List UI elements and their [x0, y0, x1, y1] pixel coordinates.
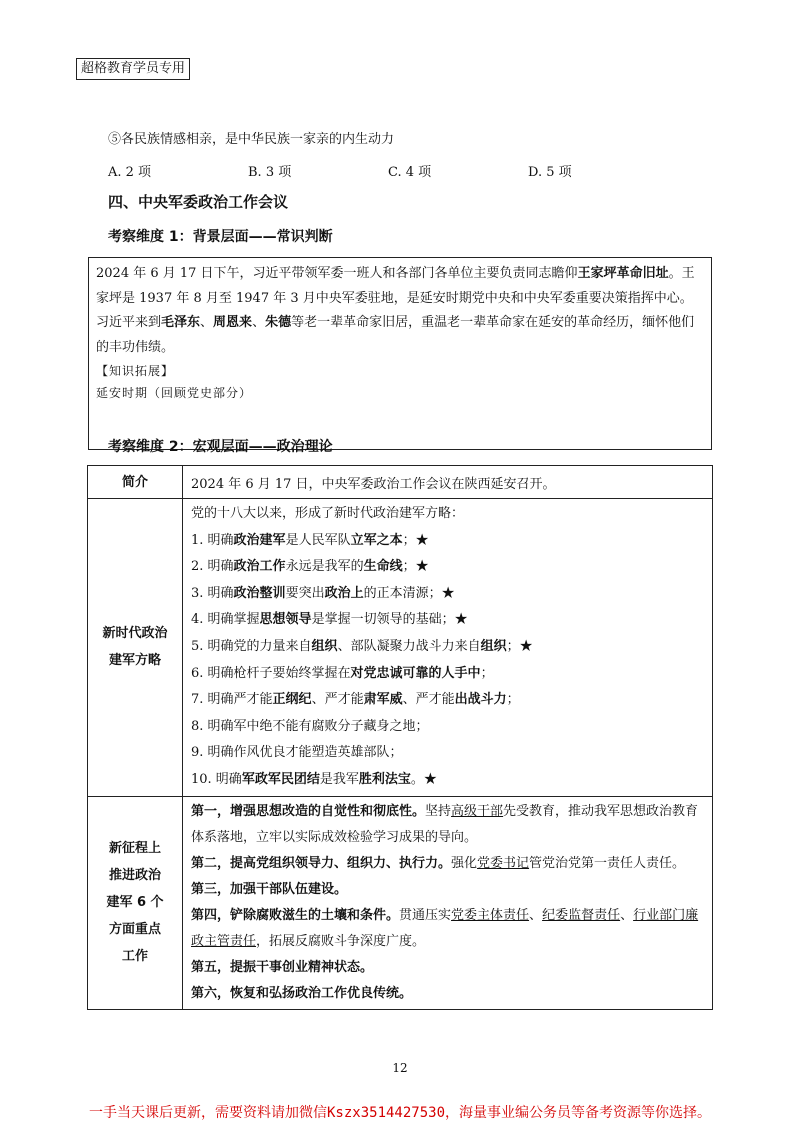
knowledge-extension-title: 【知识拓展】: [96, 364, 175, 378]
section-title: 四、中央军委政治工作会议: [108, 193, 289, 211]
header-tag: 超格教育学员专用: [76, 58, 190, 80]
policy-item: 3. 明确政治整训要突出政治上的正本清源；★: [191, 585, 455, 601]
work-item-3: 第三，加强干部队伍建设。: [191, 881, 348, 897]
table-row-work: [88, 796, 713, 1009]
dimension-2-heading: 考察维度 2：宏观层面——政治理论: [108, 439, 333, 455]
work-item-2: 第二，提高党组织领导力、组织力、执行力。强化党委书记管党治党第一责任人责任。: [191, 855, 686, 871]
policy-item: 1. 明确政治建军是人民军队立军之本；★: [191, 532, 429, 548]
policy-item: 5. 明确党的力量来自组织、部队凝聚力战斗力来自组织；★: [191, 638, 533, 654]
policy-list: [183, 499, 713, 797]
policy-item: 4. 明确掌握思想领导是掌握一切领导的基础；★: [191, 612, 468, 628]
intro-text: 2024 年 6 月 17 日，中央军委政治工作会议在陕西延安召开。: [183, 466, 713, 499]
policy-item: 6. 明确枪杆子要始终掌握在对党忠诚可靠的人手中；: [191, 665, 494, 681]
background-box: [88, 257, 712, 450]
work-item-1: 第一，增强思想改造的自觉性和彻底性。坚持高级干部先受教育，推动我军思想政治教育体系落地，立牢以实际成效检验学习成果的导向。: [191, 803, 699, 845]
table-row-intro: [88, 466, 713, 499]
policy-label: 新时代政治 建军方略: [88, 499, 183, 797]
work-item-5: 第五，提振干事创业精神状态。: [191, 959, 374, 975]
option-a: A. 2 项: [108, 165, 152, 180]
political-theory-table: [87, 465, 713, 1010]
footer-note: 一手当天课后更新，需要资料请加微信Kszx3514427530，海量事业编公务员等备考资源等你选择。: [89, 1105, 711, 1121]
page-number: 12: [392, 1061, 408, 1075]
policy-item: 9. 明确作风优良才能塑造英雄部队；: [191, 745, 403, 761]
work-list: [183, 796, 713, 1009]
work-label: 新征程上 推进政治 建军 6 个 方面重点 工作: [88, 796, 183, 1009]
knowledge-extension-line: 延安时期（回顾党史部分）: [96, 386, 253, 400]
policy-item: 8. 明确军中绝不能有腐败分子藏身之地；: [191, 718, 429, 734]
table-row-policy: [88, 499, 713, 797]
work-item-6: 第六，恢复和弘扬政治工作优良传统。: [191, 985, 413, 1001]
policy-item: 7. 明确严才能正纲纪、严才能肃军威、严才能出战斗力；: [191, 692, 520, 708]
previous-question-item: ⑤各民族情感相亲，是中华民族一家亲的内生动力: [108, 132, 395, 147]
policy-item: 10. 明确军政军民团结是我军胜利法宝。★: [191, 771, 437, 787]
background-paragraph: 2024 年 6 月 17 日下午，习近平带领军委一班人和各部门各单位主要负责同志瞻仰王家坪革命旧址。王家坪是 1937 年 8 月至 1947 年 3 月中央军委驻地，是延安时期党中央和中央军委重要决策指挥中心。习近平来到毛泽东、周恩来、朱德等老一辈革命家旧居，重温老一辈革命家在延安的革命经历，缅怀他们的丰功伟绩。: [96, 266, 695, 355]
dimension-1-heading: 考察维度 1：背景层面——常识判断: [108, 229, 333, 245]
option-c: C. 4 项: [388, 165, 432, 180]
work-item-4: 第四，铲除腐败滋生的土壤和条件。贯通压实党委主体责任、纪委监督责任、行业部门廉政主管责任，拓展反腐败斗争深度广度。: [191, 907, 699, 949]
policy-item: 2. 明确政治工作永远是我军的生命线；★: [191, 559, 429, 575]
option-b: B. 3 项: [248, 165, 292, 180]
option-d: D. 5 项: [528, 165, 572, 180]
policy-intro: 党的十八大以来，形成了新时代政治建军方略：: [191, 506, 465, 521]
intro-label: 简介: [88, 466, 183, 499]
